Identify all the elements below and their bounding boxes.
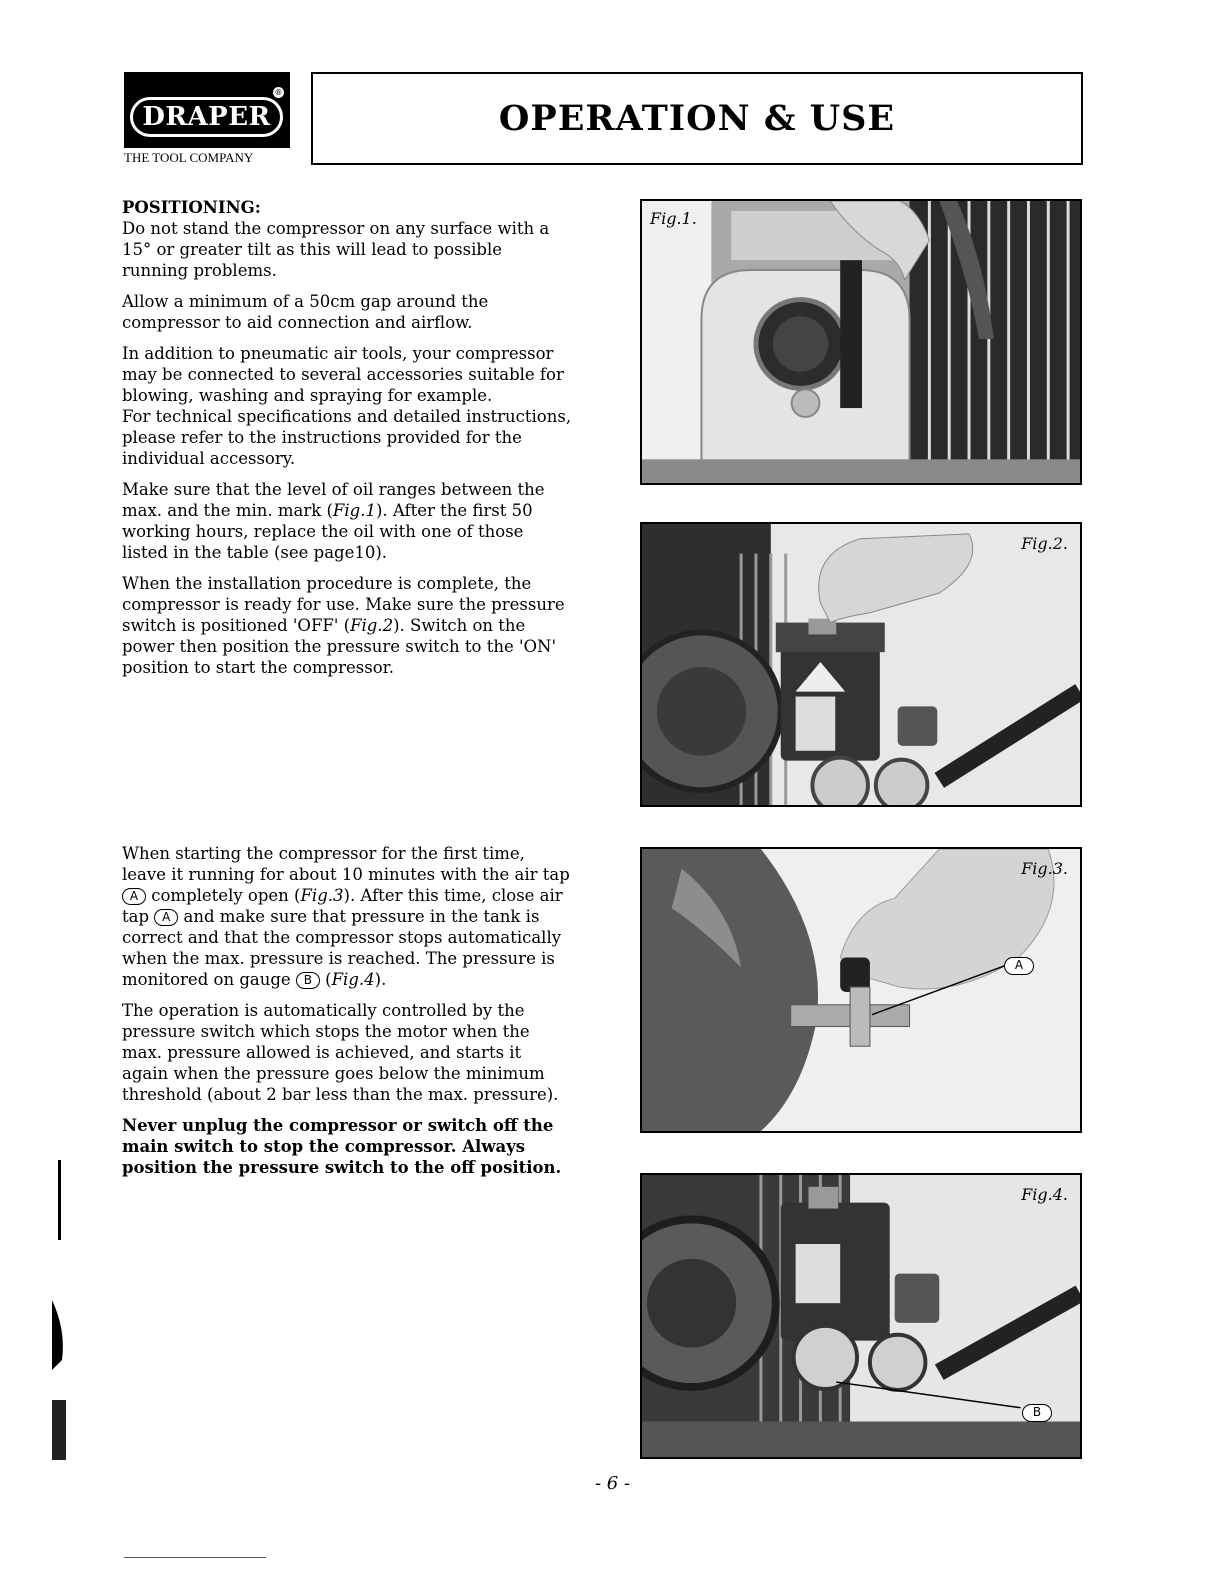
footer-line bbox=[124, 1557, 266, 1558]
paragraph-first-start: When starting the compressor for the first time, leave it running for about 10 minutes with the air tap A completely open (Fig.3). After this time, close air tap A and make sure that pressure in the tank is correct and that the compressor stops automatically when the max. pressure is reached. The pressure is monitored on gauge B (Fig.4). bbox=[122, 844, 570, 989]
figure-2-photo bbox=[640, 522, 1082, 807]
air-tap-marker: A bbox=[154, 909, 178, 926]
paragraph-oil: Make sure that the level of oil ranges between the max. and the min. mark (Fig.1). After the first 50 working hours, replace the oil with one of those listed in the table (see page10). bbox=[122, 480, 545, 562]
figure-4-label: Fig.4. bbox=[1021, 1185, 1068, 1204]
air-tap-image bbox=[642, 849, 1080, 1131]
logo-wordmark: DRAPER bbox=[142, 102, 271, 132]
pressure-gauge-image bbox=[642, 1175, 1080, 1457]
paragraph-gap: Allow a minimum of a 50cm gap around the compressor to aid connection and airflow. bbox=[122, 292, 489, 332]
figure-4-photo bbox=[640, 1173, 1082, 1459]
paragraph-specifications: For technical specifications and detailed instructions, please refer to the instructions provided for the individual accessory. bbox=[122, 407, 572, 468]
figure-1-label: Fig.1. bbox=[650, 209, 697, 228]
oil-sight-glass-image bbox=[642, 201, 1080, 483]
paragraph-installation: When the installation procedure is complete, the compressor is ready for use. Make sure the pressure switch is positioned 'OFF' (Fig.2). Switch on the power then position the pressure switch to the 'ON' position to start the compressor. bbox=[122, 574, 565, 677]
fig-reference: Fig.4 bbox=[331, 970, 375, 989]
paragraph-tilt: Do not stand the compressor on any surface with a 15° or greater tilt as this will lead to possible running problems. bbox=[122, 219, 550, 280]
air-tap-marker: A bbox=[122, 888, 146, 905]
pressure-switch-image bbox=[642, 524, 1080, 805]
gauge-marker: B bbox=[296, 972, 320, 989]
header-box bbox=[311, 72, 1083, 165]
draper-logo bbox=[124, 72, 290, 168]
paragraph-accessories: In addition to pneumatic air tools, your compressor may be connected to several accessories suitable for blowing, washing and spraying for example. bbox=[122, 344, 564, 405]
figure-3-photo bbox=[640, 847, 1082, 1133]
scan-edge-mark bbox=[52, 1160, 68, 1460]
figure-3-label: Fig.3. bbox=[1021, 859, 1068, 878]
figure-2-label: Fig.2. bbox=[1021, 534, 1068, 553]
air-tap-callout: A bbox=[1004, 957, 1034, 975]
starting-section bbox=[122, 843, 572, 1188]
fig-reference: Fig.1 bbox=[332, 501, 376, 520]
positioning-section bbox=[122, 197, 572, 688]
fig-reference: Fig.3 bbox=[300, 886, 344, 905]
registered-mark: ® bbox=[274, 88, 283, 97]
page-title: OPERATION & USE bbox=[498, 98, 896, 139]
page-number: - 6 - bbox=[594, 1473, 631, 1494]
gauge-callout: B bbox=[1022, 1404, 1052, 1422]
paragraph-automatic-control: The operation is automatically controlled by the pressure switch which stops the motor when the max. pressure allowed is achieved, and starts it again when the pressure goes below the minimum threshold (about 2 bar less than the max. pressure). bbox=[122, 1001, 559, 1104]
figure-1-photo bbox=[640, 199, 1082, 485]
fig-reference: Fig.2 bbox=[350, 616, 394, 635]
section-heading: POSITIONING: bbox=[122, 198, 261, 217]
warning-text: Never unplug the compressor or switch off the main switch to stop the compressor. Always position the pressure switch to the off position. bbox=[122, 1116, 562, 1177]
logo-tagline: THE TOOL COMPANY bbox=[124, 150, 254, 165]
